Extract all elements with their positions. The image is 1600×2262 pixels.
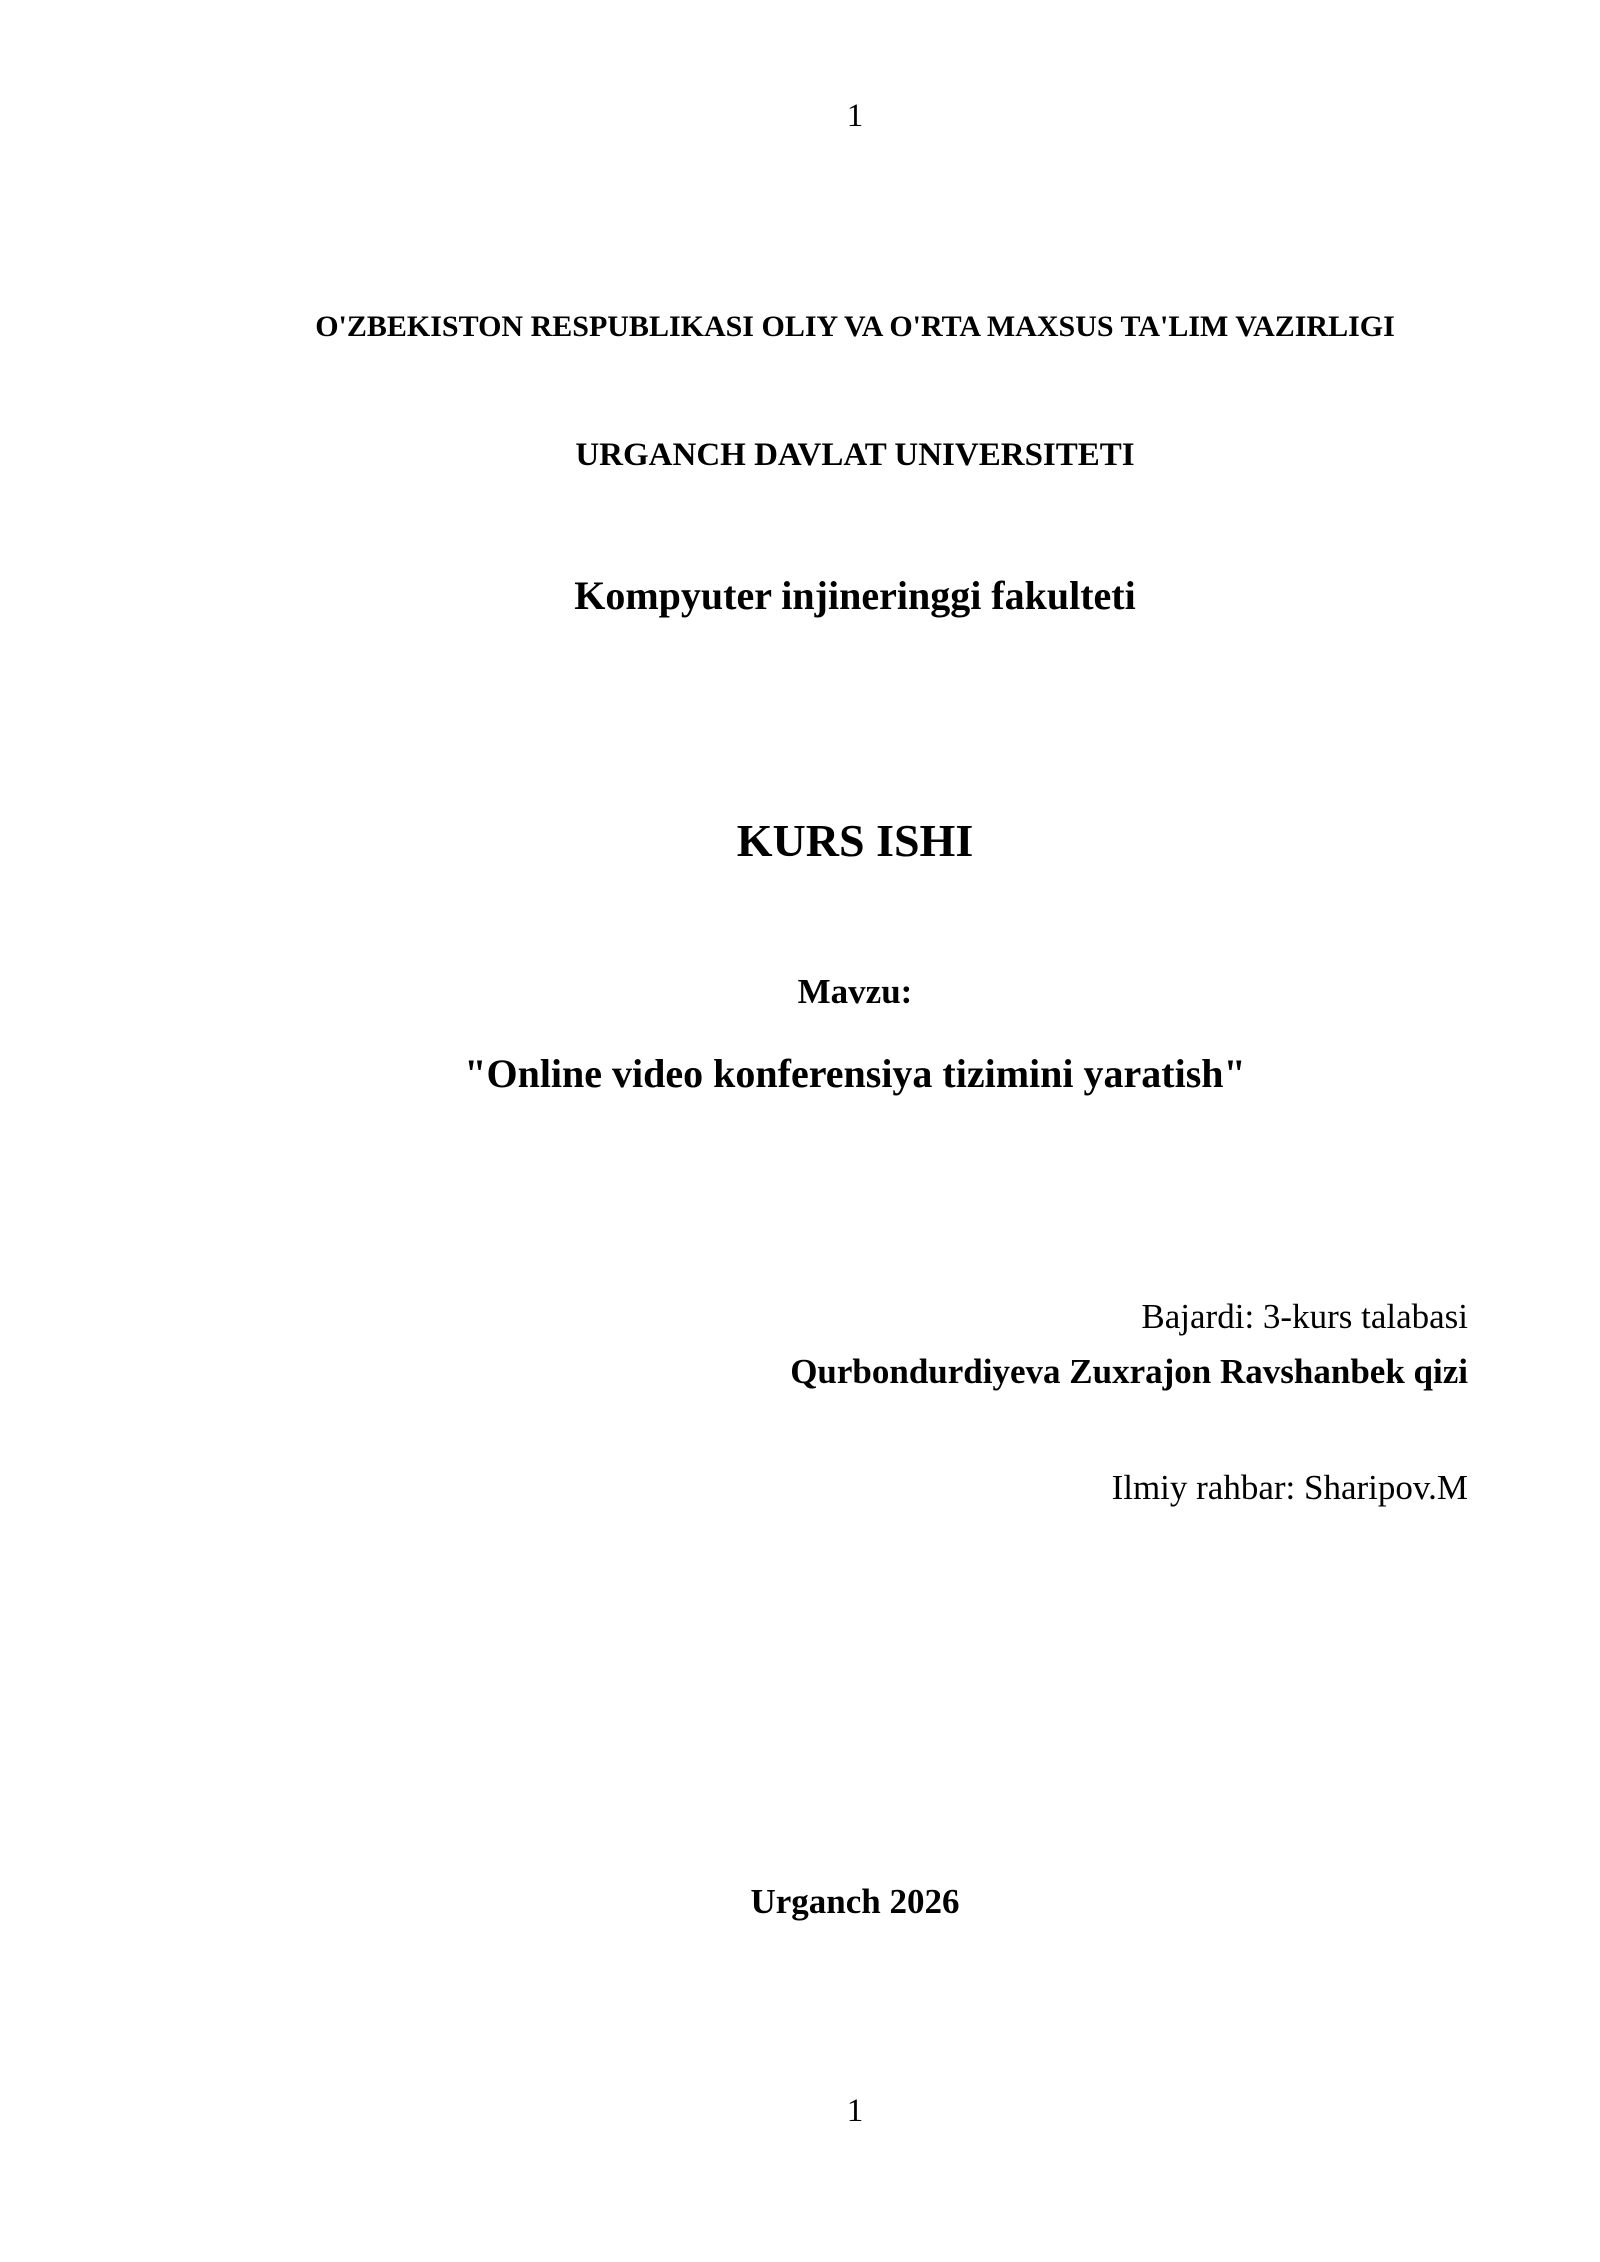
student-name: Qurbondurdiyeva Zuxrajon Ravshanbek qizi [790,1352,1468,1391]
university-heading: URGANCH DAVLAT UNIVERSITETI [575,437,1135,473]
faculty-heading: Kompyuter injineringgi fakulteti [574,573,1136,618]
page-number-bottom: 1 [846,2093,864,2129]
place-year: Urganch 2026 [750,1882,960,1921]
topic-label: Mavzu: [797,972,913,1011]
topic-title: "Online video konferensiya tizimini yaratish" [464,1051,1246,1096]
page-number-top: 1 [846,98,864,134]
ministry-heading: O'ZBEKISTON RESPUBLIKASI OLIY VA O'RTA MAXSUS TA'LIM VAZIRLIGI [315,310,1395,343]
document-type-title: KURS ISHI [736,815,974,866]
supervisor-label: Ilmiy rahbar: Sharipov.M [1111,1468,1468,1507]
performer-label: Bajardi: 3-kurs talabasi [1141,1297,1468,1336]
